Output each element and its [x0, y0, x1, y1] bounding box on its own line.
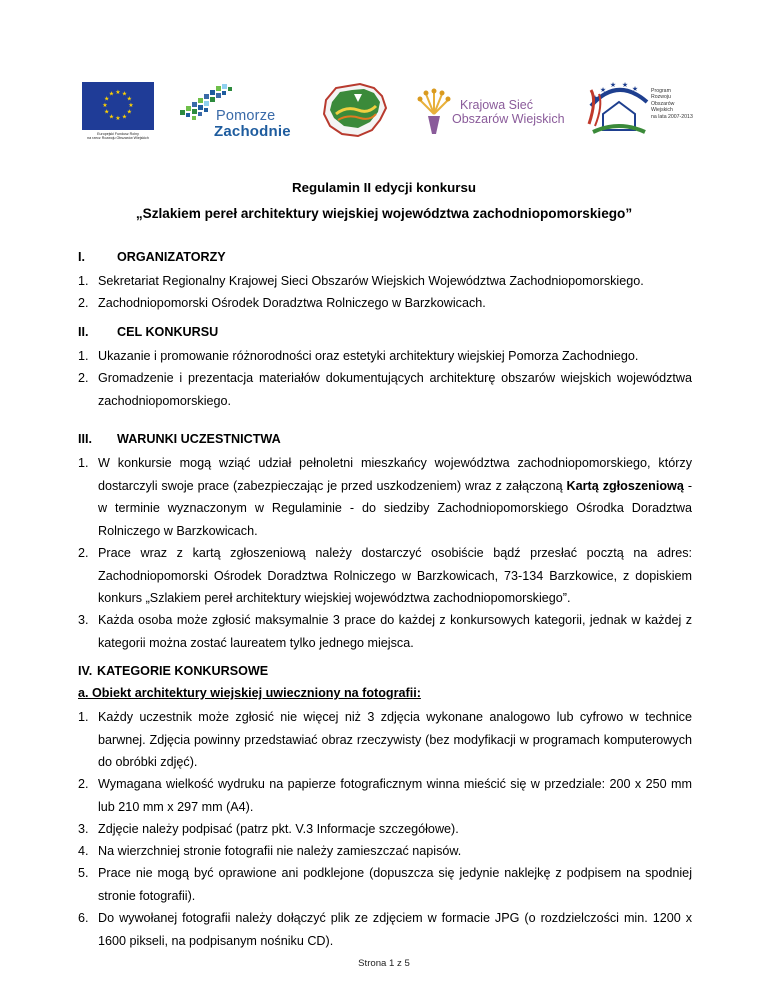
region-map-icon	[318, 80, 390, 140]
svg-text:★: ★	[104, 108, 110, 116]
svg-text:★: ★	[126, 95, 132, 103]
svg-text:★: ★	[121, 113, 128, 121]
svg-text:★: ★	[631, 85, 639, 93]
list-item: 1. Ukazanie i promowanie różnorodności oraz estetyki architektury wiejskiej Pomorza Zachodniego.	[78, 349, 639, 363]
svg-text:★: ★	[128, 102, 134, 109]
svg-text:★: ★	[115, 115, 121, 122]
ksow-text-line2: Obszarów Wiejskich	[452, 112, 565, 126]
section-heading-kategorie-konkursowe: IV. KATEGORIE KONKURSOWE	[78, 664, 269, 678]
list-item: 2. Prace wraz z kartą zgłoszeniową należy dostarczyć osobiście bądź przesłać pocztą na adres: Zachodniopomorski Ośrodek Doradztwa Rolniczego w Barzkowicach, 73-134 Barzkowice, z dopiskiem konkurs „Szlakiem pereł architektury wiejskiej województwa zachodniopomorskiego”.	[78, 546, 692, 605]
category-a-heading: a. Obiekt architektury wiejskiej uwieczniony na fotografii:	[78, 686, 421, 700]
zachodnie-text: Zachodnie	[214, 123, 291, 140]
svg-text:★: ★	[102, 102, 108, 109]
ksow-flower-icon	[414, 84, 454, 136]
list-item: 2. Gromadzenie i prezentacja materiałów dokumentujących architekturę obszarów wiejskich województwa zachodniopomorskiego.	[78, 371, 692, 408]
pomorze-zachodnie-logo	[178, 82, 298, 140]
list-item: 1. Sekretariat Regionalny Krajowej Sieci Obszarów Wiejskich Województwa Zachodniopomorskiego.	[78, 274, 644, 288]
list-item: 4. Na wierzchniej stronie fotografii nie należy zamieszczać napisów.	[78, 844, 462, 858]
svg-text:★: ★	[108, 90, 115, 98]
list-item: 2. Zachodniopomorski Ośrodek Doradztwa Rolniczego w Barzkowicach.	[78, 296, 486, 310]
list-item: 1. W konkursie mogą wziąć udział pełnoletni mieszkańcy województwa zachodniopomorskiego, którzy dostarczyli swoje prace (zabezpieczając je przed uszkodzeniem) wraz z załączoną Kartą zgłoszeniową - w terminie wyznaczonym w Regulaminie - do siedziby Zachodniopomorskiego Ośrodka Doradztwa Rolniczego w Barzkowicach.	[78, 456, 693, 538]
svg-text:★: ★	[108, 113, 115, 121]
ksow-logo	[410, 84, 578, 136]
svg-text:★: ★	[115, 89, 121, 96]
svg-text:★: ★	[104, 95, 110, 103]
svg-text:★: ★	[121, 90, 128, 98]
ksow-text-line1: Krajowa Sieć	[460, 98, 533, 112]
section-heading-cel-konkursu: II. CEL KONKURSU	[78, 325, 219, 339]
svg-text:★: ★	[126, 108, 132, 116]
document-subtitle: „Szlakiem pereł architektury wiejskiej województwa zachodniopomorskiego”	[135, 206, 633, 221]
svg-text:★: ★	[621, 81, 629, 89]
prow-house-icon	[585, 80, 651, 140]
region-map-logo	[318, 80, 390, 140]
svg-text:★: ★	[609, 81, 617, 89]
karta-zgloszeniowa-bold: Kartą zgłoszeniową	[566, 478, 684, 493]
section-heading-warunki-uczestnictwa: III. WARUNKI UCZESTNICTWA	[78, 432, 281, 446]
prow-text: Program Rozwoju Obszarów Wiejskich na lata 2007-2013	[651, 88, 693, 120]
svg-text:★: ★	[591, 94, 599, 102]
eu-flag-icon	[82, 82, 154, 130]
section-heading-organizatorzy: I. ORGANIZATORZY	[78, 250, 226, 264]
pomorze-text: Pomorze	[216, 108, 276, 124]
list-item: 3. Każda osoba może zgłosić maksymalnie 3 prace do każdej z konkursowych kategorii, jednak w każdej z kategorii można zostać laureatem tylko jednego miejsca.	[78, 613, 692, 650]
logo-bar	[0, 80, 768, 142]
document-title: Regulamin II edycji konkursu	[292, 180, 476, 195]
list-item: 5. Prace nie mogą być oprawione ani podklejone (dopuszcza się jedynie naklejkę z podpisem na spodniej stronie fotografii).	[78, 866, 692, 903]
eu-caption: Europejski Fundusz Rolny na rzecz Rozwoju Obszarów Wiejskich	[87, 132, 149, 141]
prow-logo	[585, 80, 695, 140]
list-item: 1. Każdy uczestnik może zgłosić nie więcej niż 3 zdjęcia wykonane analogowo lub cyfrowo w technice barwnej. Zdjęcia powinny przedstawiać obraz rzeczywisty (bez modyfikacji w programach komputerowych do obróbki zdjęć).	[78, 710, 692, 769]
eu-logo	[82, 82, 154, 140]
list-item: 6. Do wywołanej fotografii należy dołączyć plik ze zdjęciem w formacie JPG (o rozdzielczości min. 1200 x 1600 pikseli, na podpisanym nośniku CD).	[78, 911, 692, 948]
list-item: 3. Zdjęcie należy podpisać (patrz pkt. V.3 Informacje szczegółowe).	[78, 822, 459, 836]
svg-text:★: ★	[599, 86, 607, 94]
list-item: 2. Wymagana wielkość wydruku na papierze fotograficznym winna mieścić się w przedziale: 200 x 250 mm lub 210 mm x 297 mm (A4).	[78, 777, 692, 814]
page-number: Strona 1 z 5	[358, 958, 410, 969]
